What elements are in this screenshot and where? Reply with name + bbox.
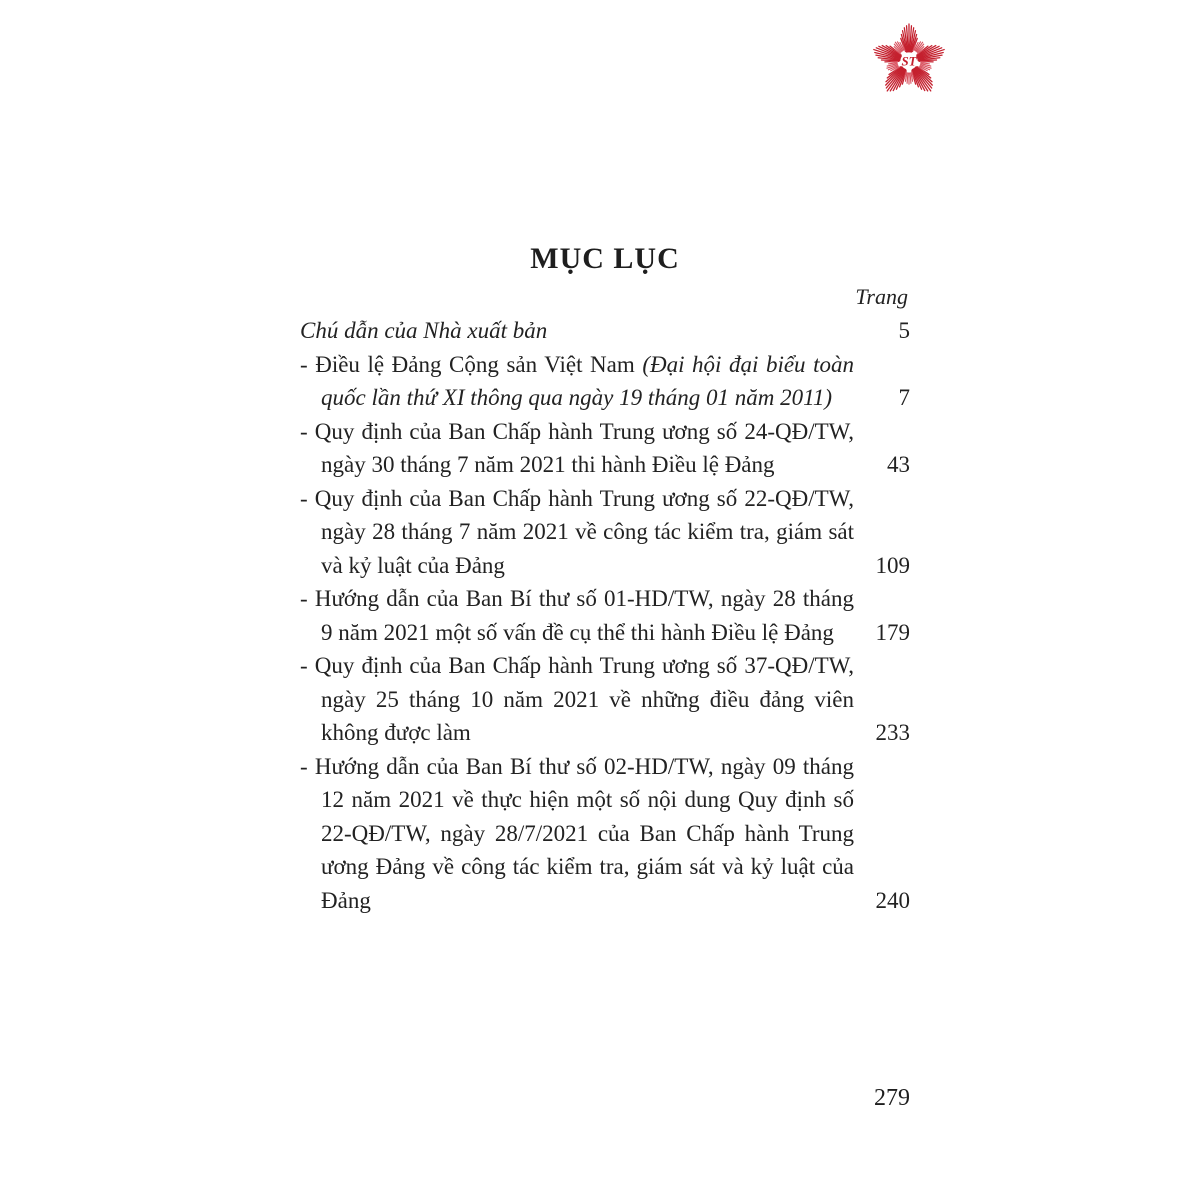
toc-page-number: 43 bbox=[887, 452, 910, 477]
toc-page-number: 109 bbox=[875, 552, 910, 578]
toc-entry-text: Chú dẫn của Nhà xuất bản bbox=[300, 318, 548, 343]
toc-entry-text: - Điều lệ Đảng Cộng sản Việt Nam bbox=[300, 351, 643, 377]
folio-page-number: 279 bbox=[874, 1085, 910, 1111]
toc-page-number: 7 bbox=[898, 385, 910, 410]
page-column-header: Trang bbox=[855, 284, 908, 309]
toc-section bbox=[300, 240, 910, 917]
toc-entry bbox=[300, 348, 910, 415]
toc bbox=[300, 314, 910, 917]
toc-entry-text: - Quy định của Ban Chấp hành Trung ương số 22-QĐ/TW, ngày 28 tháng 7 năm 2021 về công tác kiểm tra, giám sát và kỷ luật của Đảng bbox=[300, 485, 854, 578]
toc-entry bbox=[300, 582, 910, 649]
toc-entry-text: - Hướng dẫn của Ban Bí thư số 01-HD/TW, ngày 28 tháng 9 năm 2021 một số vấn đề cụ thể thi hành Điều lệ Đảng bbox=[300, 586, 854, 645]
toc-page-number: 233 bbox=[875, 720, 910, 745]
toc-entry bbox=[300, 649, 910, 750]
toc-entry-text: - Hướng dẫn của Ban Bí thư số 02-HD/TW, ngày 09 tháng 12 năm 2021 về thực hiện một số nội dung Quy định số 22-QĐ/TW, ngày 28/7/2021 của Ban Chấp hành Trung ương Đảng về công tác kiểm tra, giám sát và kỷ luật của Đảng bbox=[300, 753, 854, 913]
logo-monogram: ST bbox=[901, 54, 917, 69]
toc-entry-text: - Quy định của Ban Chấp hành Trung ương số 37-QĐ/TW, ngày 25 tháng 10 năm 2021 về những điều đảng viên không được làm bbox=[300, 653, 854, 745]
publisher-star-logo-icon bbox=[866, 18, 952, 104]
toc-page-number: 5 bbox=[898, 318, 910, 343]
toc-entry-text: (Đại hội đại biểu toàn quốc lần thứ XI thông qua ngày 19 tháng 01 năm 2011) bbox=[321, 351, 854, 410]
page-title: MỤC LỤC bbox=[530, 242, 680, 275]
toc-entry bbox=[300, 482, 910, 583]
toc-page-number: 240 bbox=[875, 887, 910, 913]
toc-page-number: 179 bbox=[875, 619, 910, 645]
toc-entry bbox=[300, 314, 910, 348]
toc-entry-text: - Quy định của Ban Chấp hành Trung ương số 24-QĐ/TW, ngày 30 tháng 7 năm 2021 thi hành Điều lệ Đảng bbox=[300, 418, 854, 477]
toc-entry bbox=[300, 415, 910, 482]
toc-entry bbox=[300, 750, 910, 918]
